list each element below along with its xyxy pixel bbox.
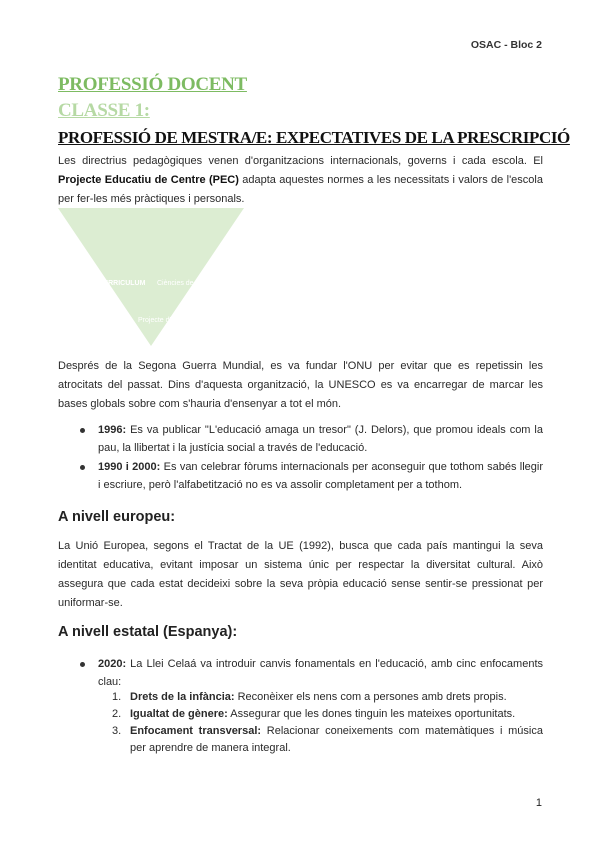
class-title: CLASSE 1:: [58, 100, 150, 121]
europe-paragraph: La Unió Europea, segons el Tractat de la UE (1992), busca que cada país mantingui la seva identitat educativa, evitant imposar un sistema únic per respectar la diversitat cultural. Això assegura que cada estat decideixi sobre la seva pròpia educació sense sentir-se pressionat per uniformar-se.: [58, 540, 543, 609]
diagram-curriculum-label: CURRICULUM: [98, 280, 146, 287]
list-item: [112, 723, 543, 757]
history-text: Es van celebrar fòrums internacionals per aconseguir que tothom sabés llegir i escriure, però l'alfabetització no es va assolir completament per a tothom.: [98, 461, 544, 491]
list-item: [76, 655, 543, 691]
triangle-shape: [58, 208, 244, 346]
history-list: [76, 421, 543, 495]
page-number: 1: [535, 797, 542, 809]
item-title: Drets de la infància:: [130, 691, 235, 703]
celaa-approaches-list: [112, 689, 543, 757]
intro-text-1: Les directrius pedagògiques venen d'organitzacions internacionals, governs i cada escola. El: [58, 155, 543, 167]
intro-text-2: adapta aquestes normes a les necessitats i valors de l'escola per fer-les més pràctiques i personals.: [58, 174, 543, 205]
intro-bold-pec: Projecte Educatiu de Centre (PEC): [58, 174, 239, 186]
diagram-curriculum-text: Ciències de l'educació: [157, 280, 227, 287]
history-text: Es va publicar "L'educació amaga un tresor" (J. Delors), que promou ideals com la pau, la llibertat i la justícia social a través de l'educació.: [98, 424, 543, 454]
list-item: [76, 458, 543, 494]
item-title: Enfocament transversal:: [130, 725, 262, 737]
bullet-icon: [80, 428, 85, 433]
main-title: PROFESSIÓ DOCENT: [58, 74, 247, 95]
intro-paragraph: [58, 152, 543, 209]
spain-year: 2020:: [98, 658, 127, 670]
postwar-paragraph: Després de la Segona Guerra Mundial, es va fundar l'ONU per evitar que es repetissin les atrocitats del passat. Dins d'aquesta organització, la UNESCO es va encarregar de marcar les bases globals sobre com s'hauria d'ensenyar a tot el món.: [58, 360, 543, 410]
item-text: Relacionar coneixements com matemàtiques i música per aprendre de manera integral.: [130, 725, 543, 754]
spain-heading: A nivell estatal (Espanya):: [58, 624, 238, 640]
document-header: OSAC - Bloc 2: [470, 39, 542, 51]
item-text: Reconèixer els nens com a persones amb drets propis.: [234, 691, 507, 703]
item-number: 3.: [112, 725, 122, 737]
bullet-icon: [80, 662, 85, 667]
list-item: [76, 421, 543, 457]
section-title: PROFESSIÓ DE MESTRA/E: EXPECTATIVES DE LA PRESCRIPCIÓ: [58, 128, 570, 147]
item-text: Assegurar que les dones tinguin les mateixes oportunitats.: [227, 708, 516, 720]
diagram-pec-text: Projecte d'educació de centre: [138, 317, 231, 324]
item-number: 2.: [112, 708, 122, 720]
spain-item-text: La Llei Celaá va introduir canvis fonamentals en l'educació, amb cinc enfocaments clau:: [98, 658, 543, 688]
list-item: [112, 689, 543, 706]
list-item: [112, 706, 543, 723]
item-number: 1.: [112, 691, 122, 703]
spain-list: [76, 655, 543, 692]
prescription-triangle-diagram: [58, 208, 298, 348]
bullet-icon: [80, 465, 85, 470]
diagram-pec-label: PEC: [116, 317, 131, 324]
history-year: 1996:: [98, 424, 127, 436]
item-title: Igualtat de gènere:: [130, 708, 228, 720]
history-year: 1990 i 2000:: [98, 461, 161, 473]
europe-heading: A nivell europeu:: [58, 509, 176, 525]
